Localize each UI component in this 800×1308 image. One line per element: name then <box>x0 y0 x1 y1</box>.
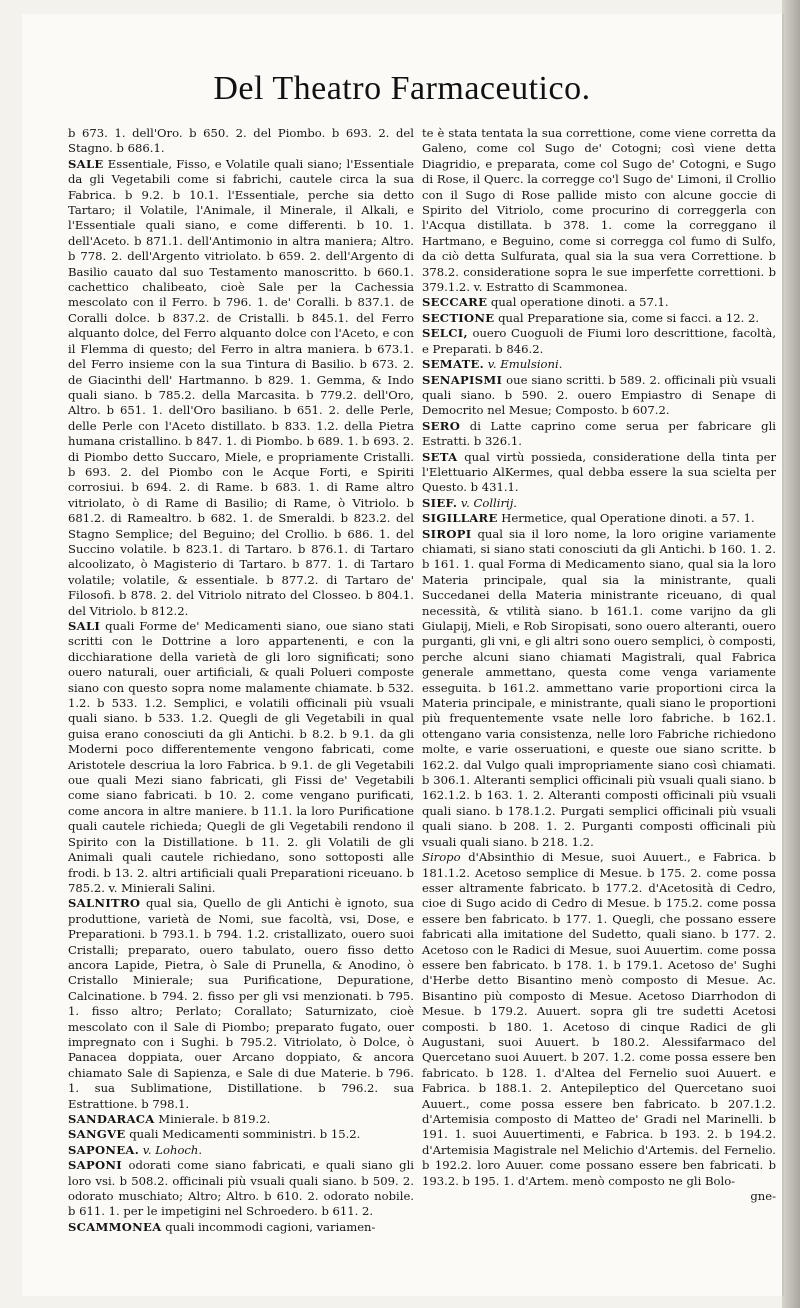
entry-siropi <box>422 527 776 851</box>
entry-siropo <box>422 850 776 1189</box>
entry-text: oue siano scritti. b 589. 2. officinali più vsuali quali siano. b 590. 2. ouero Empiastro di Senape di Democrito nel Mesue; Composto. b 607.2. <box>422 372 776 418</box>
entry-head: SALNITRO <box>68 896 141 911</box>
entry-text: Hermetice, qual Operatione dinoti. a 57. 1. <box>501 511 755 526</box>
entry-head: SALI <box>68 619 101 633</box>
entry-head: Siropo <box>422 850 461 865</box>
entry-head: SIGILLARE <box>422 511 498 526</box>
entry-selci <box>422 326 776 357</box>
entry-head: SANDARACA <box>68 1112 155 1126</box>
entry-text: qual operatione dinoti. a 57.1. <box>490 295 669 310</box>
entry-head: SECTIONE <box>422 310 495 325</box>
right-column <box>422 126 776 1204</box>
entry-text: v. Lohoch. <box>142 1142 203 1157</box>
entry-sangue <box>68 1127 414 1142</box>
entry-text: qual Preparatione sia, come si facci. a 12. 2. <box>498 310 760 325</box>
entry-text: quali Medicamenti somministri. b 15.2. <box>129 1127 361 1142</box>
entry-head: SAPONI <box>68 1158 123 1173</box>
entry-head: SENAPISMI <box>422 372 503 387</box>
entry-text: quali incommodi cagioni, variamen- <box>165 1219 376 1234</box>
entry-text: qual sia, Quello de gli Antichi è ignoto, sua produttione, varietà de Nomi, sue facoltà, vsi, Dose, e Preparationi. b 793.1. b 794. 1.2. cristallizato, ouero suoi Cristalli; preparato, ouero tabulato, ouero fisso detto ancora Lapide, Pietra, ò Sale di Prunella, & Anodino, ò Cristallo Minierale; sua Purificatione, Depuratione, Calcinatione. b 794. 2. fisso per gli vsi menzionati. b 795. 1. fisso altro; Perlato; Corallato; Saturnizato, cioè mescolato con il Sale di Piombo; preparato fugato, ouer impregnato con i Sughi. b 795.2. Vitriolato, ò Dolce, ò Panacea doppiata, ouer Arcano doppiato, & ancora chiamato Sale di Sapienza, e Sale di due Materie. b 796. 1. sua Sublimatione, Distillatione. b 796.2. sua Estrattione. b 798.1. <box>68 896 414 1111</box>
entry-head: SCAMMONEA <box>68 1219 162 1234</box>
entry-text: odorati come siano fabricati, e quali siano gli loro vsi. b 508.2. officinali più vsuali quali siano. b 509. 2. odorato muschiato; Altro; Altro. b 610. 2. odorato nobile. b 611. 1. per le impetigini nel Schroedero. b 611. 2. <box>68 1158 415 1219</box>
entry-saponea <box>68 1143 414 1158</box>
entry-sigillare <box>422 511 776 526</box>
entry-saponi <box>68 1158 414 1220</box>
entry-scammonea-cont <box>422 126 776 295</box>
entry-text: Minierale. b 819.2. <box>158 1112 271 1126</box>
entry-sandaraca <box>68 1112 414 1127</box>
entry-head: SERO <box>422 418 461 433</box>
catchword-text: gne- <box>750 1189 776 1204</box>
left-column <box>68 126 414 1235</box>
entry-text: Essentiale, Fisso, e Volatile quali siano; l'Essentiale da gli Vegetabili come si fabrichi, cautele circa la sua Fabrica. b 9.2. b 10.1. l'Essentiale, perche sia detto Tartaro; il Volatile, l'Animale, il Minerale, il Alkali, e l'Essentiale quali siano, e come differenti. b 10. 1. dell'Aceto. b 871.1. dell'Antimonio in altra maniera; Altro. b 778. 2. dell'Argento vitriolato. b 659. 2. dell'Argento di Basilio cauato dal suo Testamento manoscritto. b 660.1. cachettico chalibeato, cioè Sale per la Cachessia mescolato con il Ferro. b 796. 1. de' Coralli. b 837.1. de Coralli dolce. b 837.2. de Cristalli. b 845.1. del Ferro alquanto dolce, del Ferro alquanto dolce con l'Aceto, e con il Flemma di questo; del Ferro in altra maniera. b 673.1. del Ferro insieme con la sua Tintura di Basilio. b 673. 2. de Giacinthi dell' Hartmanno. b 829. 1. Gemma, & Indo quali siano. b 785.2. della Marcasita. b 779.2. dell'Oro, Altro. b 651. 1. dell'Oro basiliano. b 651. 2. delle Perle, delle Perle con l'Aceto distillato. b 833. 1.2. della Pietra humana cristallino. b 847. 1. di Piombo. b 689. 1. b 693. 2. di Piombo detto Succaro, Miele, e propriamente Cristalli. b 693. 2. del Piombo con le Acque Forti, e Spiriti corrosiui. b 694. 2. di Rame. b 683. 1. di Rame altro vitriolato, ò di Rame di Basilio; di Rame, ò Vitriolo. b 681.2. di Ramealtro. b 682. 1. de Smeraldi. b 823.2. del Stagno Semplice; del Beguino; del Crollio. b 686. 1. del Succino volatile. b 823.1. di Tartaro. b 876.1. di Tartaro alcoolizato, ò Magisterio di Tartaro. b 877. 1. di Tartaro volatile; volatile, & essentiale. b 877.2. di Tartaro de' Filosofi. b 878. 2. del Vitriolo nitrato del Closseo. b 804.1. del Vitriolo. b 812.2. <box>68 156 414 618</box>
book-page <box>22 14 784 1296</box>
entry-sali <box>68 619 414 896</box>
entry-head: SIEF. <box>422 495 458 510</box>
entry-text: qual sia il loro nome, la loro origine variamente chiamati, si siano stati conosciuti da gli Antichi. b 160. 1. 2. b 161. 1. qual Forma di Medicamento siano, qual sia la loro Materia principale, qual sia la ministrante, quali Succedanei della Materia ministrante riceuano, di qual necessità, & vtilità siano. b 161.1. come varijno da gli Giulapij, Mieli, e Rob Siropisati, sono ouero alteranti, ouero purganti, gli vni, e gli altri sono ouero semplici, ò composti, perche alcuni siano chiamati Magistrali, qual Fabrica generale ammettano, questa come venga variamente esseguita. b 161.2. ammettano varie proportioni circa la Materia principale, e ministrante, quali siano le proportioni più frequentemente vsate nelle loro fabriche. b 162.1. ottengano varia consistenza, nelle loro Fabriche richiedono molte, e varie osseruationi, e queste oue siano scritte. b 162.2. dal Vulgo quali impropriamente siano così chiamati. b 306.1. Alteranti semplici officinali più vsuali quali siano. b 162.1.2. b 163. 1. 2. Alteranti composti officinali più vsuali quali siano. b 178.1.2. Purgati semplici officinali più vsuali quali siano. b 208. 1. 2. Purganti composti officinali più vsuali quali siano. b 218. 1.2. <box>422 526 776 849</box>
entry-head: SANGVE <box>68 1127 126 1142</box>
entry-scammonea <box>68 1220 414 1235</box>
entry-semate <box>422 357 776 372</box>
entry-text: qual virtù possieda, consideratione della tinta per l'Elettuario AlKermes, qual debba essere la sua scielta per Questo. b 431.1. <box>422 449 776 495</box>
entry-text: ouero Cuoguoli de Fiumi loro descrittione, facoltà, e Preparati. b 846.2. <box>422 326 777 356</box>
entry-sero <box>422 419 776 450</box>
entry-head: SEMATE. <box>422 357 485 372</box>
entry-text: quali Forme de' Medicamenti siano, oue siano stati scritti con le Dottrine a loro appartenenti, e con la dicchiaratione della varietà de gli loro significati; sono ouero naturali, ouer artificiali, & quali Polueri composte siano con questo sopra nome malamente chiamate. b 532. 1.2. b 533. 1.2. Semplici, e volatili officinali più vsuali quali siano. b 533. 1.2. Quegli de gli Vegetabili in qual guisa erano conosciuti da gli Antichi. b 8.2. b 9.1. da gli Moderni poco differentemente vengono fabricati, come Aristotele descriua la loro Fabrica. b 9.1. de gli Vegetabili oue quali Mezi siano fabricati, gli Fissi de' Vegetabili come siano fabricati. b 10. 2. come vengano purificati, come ancora in altre maniere. b 11.1. la loro Purificatione quali cautele richieda; Quegli de gli Vegetabili rendono il Spirito con la Distillatione. b 11. 2. gli Volatili de gli Animali quali cautele richiedano, sono sottoposti alle frodi. b 13. 2. altri artificiali quali Preparationi riceuano. b 785.2. v. Minierali Salini. <box>68 619 414 895</box>
entry-seccare <box>422 295 776 310</box>
page-title: Del Theatro Farmaceutico. <box>213 70 591 107</box>
entry-sief <box>422 496 776 511</box>
entry-text: v. Collirij. <box>460 495 517 510</box>
entry-sale <box>68 157 414 619</box>
entry-head: SETA <box>422 449 458 464</box>
page-edge <box>782 0 800 1308</box>
entry-sectione <box>422 311 776 326</box>
entry-head: SECCARE <box>422 295 488 310</box>
entry-head: SALE <box>68 156 104 171</box>
entry-text: v. Emulsioni. <box>487 357 563 372</box>
catchword <box>422 1189 776 1204</box>
entry-head: SAPONEA. <box>68 1142 140 1157</box>
entry-seta <box>422 450 776 496</box>
entry-senapismi <box>422 373 776 419</box>
entry-head: SELCI, <box>422 326 468 341</box>
entry-head: SIROPI <box>422 526 472 541</box>
entry-text: di Latte caprino come serua per fabricare gli Estratti. b 326.1. <box>422 418 776 449</box>
entry-text: b 673. 1. dell'Oro. b 650. 2. del Piombo. b 693. 2. del Stagno. b 686.1. <box>68 126 414 156</box>
entry-salnitro <box>68 896 414 1112</box>
entry-text: d'Absinthio di Mesue, suoi Auuert., e Fabrica. b 181.1.2. Acetoso semplice di Mesue. b 175. 2. come possa esser altramente fabricato. b 177.2. d'Acetosità di Cedro, cioe di Sugo acido di Cedro di Mesue. b 175.2. come possa essere ben fabricato. b 177. 1. Quegli, che possano essere fabricati alla imitatione del Sudetto, quali siano. b 177. 2. Acetoso con le Radici di Mesue, suoi Auuertim. come possa essere ben fabricato. b 178. 1. b 179.1. Acetoso de' Sughi d'Herbe detto Bisantino menò composto di Mesue. Ac. Bisantino più composto di Mesue. Acetoso Diarrhodon di Mesue. b 179.2. Auuert. sopra gli tre sudetti Acetosi composti. b 180. 1. Acetoso di cinque Radici de gli Augustani, suoi Auuert. b 180.2. Alessifarmaco del Quercetano suoi Auuert. b 207. 1.2. come possa essere ben fabricato. b 128. 1. d'Altea del Fernelio suoi Auuert. e Fabrica. b 188.1. 2. Antepileptico del Quercetano suoi Auuert., come possa essere ben fabricato. b 207.1.2. d'Artemisia composto di Matteo de' Gradi nel Marinelli. b 191. 1. suoi Auuertimenti, e Fabrica. b 193. 2. b 194.2. d'Artemisia Magistrale nel Melichio d'Artemis. del Fernelio. b 192.2. loro Auuer. come possano essere ben fabricati. b 193.2. b 195. 1. d'Artem. menò composto ne gli Bolo- <box>422 850 776 1188</box>
entry-stagno <box>68 126 414 157</box>
entry-text: te è stata tentata la sua correttione, come viene corretta da Galeno, come col Sugo de' Cotogni; così viene detta Diagridio, e preparata, come col Sugo de' Cotogni, e Sugo di Rose, il Querc. la corregge co'l Sugo de' Limoni, il Crollio con il Sugo di Rose pallide misto con alcune goccie di Spirito del Vitriolo, come procurino di correggerla con l'Acqua distillata. b 378. 1. come la correggano il Hartmano, e Beguino, come si corregga col fumo di Sulfo, da ciò detta Sulfurata, qual sia la sua vera Correttione. b 378.2. consideratione sopra le sue imperfette correttioni. b 379.1.2. v. Estratto di Scammonea. <box>422 126 776 295</box>
